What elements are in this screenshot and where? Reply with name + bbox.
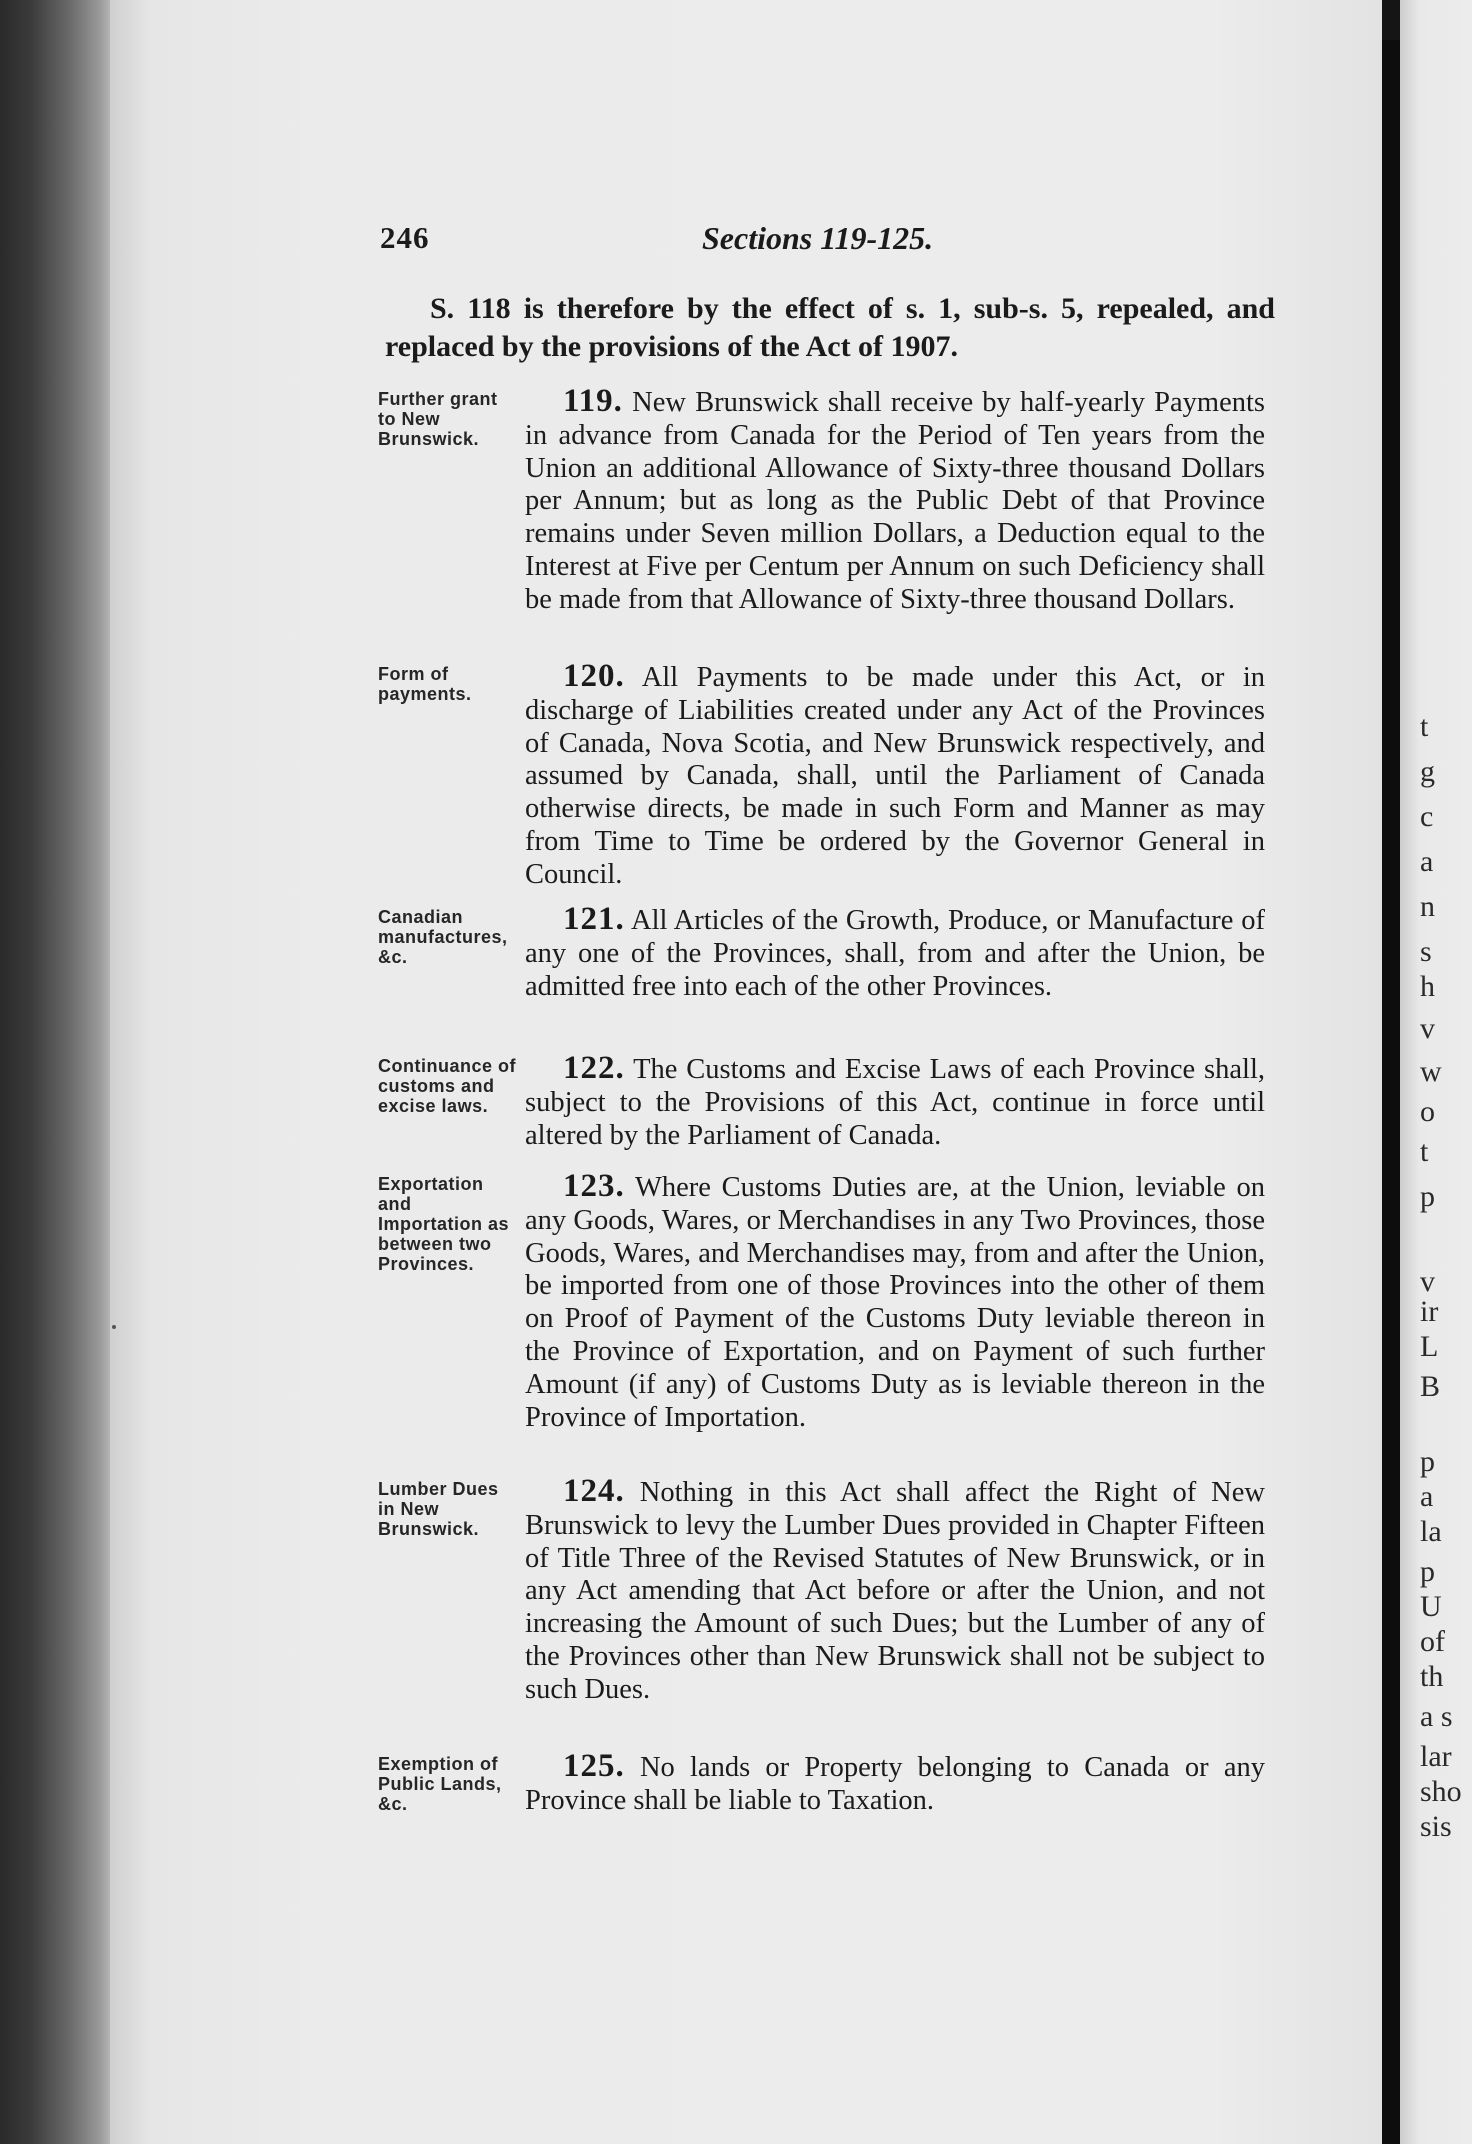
section-number: 119. — [563, 383, 623, 419]
adjacent-page-fragment: p — [1420, 1445, 1435, 1478]
section-body: All Payments to be made under this Act, or in discharge of Liabilities created under any Act of the Provinces of Canada, Nova Scotia, and New Brunswick respectively, and assumed by Canada, shall, until the Parliament of Canada otherwise directs, be made in such Form and Manner as may from Time to Time be ordered by the Governor General in Council. — [525, 662, 1265, 890]
section-number: 124. — [563, 1473, 625, 1509]
section-body: All Articles of the Growth, Produce, or Manufacture of any one of the Provinces, shall, from and after the Union, be admitted free into each of the other Provinces. — [525, 905, 1266, 1002]
adjacent-page-fragment: sis — [1420, 1810, 1452, 1843]
adjacent-page-fragment: a — [1420, 845, 1434, 878]
section-body: The Customs and Excise Laws of each Province shall, subject to the Provisions of this Act, continue in force until altered by the Parliament of Canada. — [525, 1054, 1265, 1151]
page-header — [380, 220, 980, 270]
section-body: Nothing in this Act shall affect the Right of New Brunswick to levy the Lumber Dues provided in Chapter Fifteen of Title Three of the Revised Statutes of New Brunswick, or in any Act amending that Act before or after the Union, and not increasing the Amount of such Dues; but the Lumber of any of the Provinces other than New Brunswick shall not be subject to such Dues. — [525, 1477, 1265, 1705]
section-text — [525, 1750, 1265, 1818]
adjacent-page-fragment: v — [1420, 1265, 1435, 1298]
adjacent-page-fragment: la — [1420, 1515, 1442, 1548]
margin-note: Lumber Dues in New Brunswick. — [378, 1479, 499, 1539]
adjacent-page-fragment: p — [1420, 1555, 1435, 1588]
section-number: 125. — [563, 1748, 625, 1784]
adjacent-page-fragment: a s — [1420, 1700, 1453, 1733]
adjacent-page-fragment: lar — [1420, 1740, 1452, 1773]
margin-note: Canadian manufactures, &c. — [378, 907, 508, 967]
adjacent-page-fragment: o — [1420, 1095, 1435, 1128]
adjacent-page-fragment: th — [1420, 1660, 1444, 1693]
adjacent-page-fragment: U — [1420, 1590, 1442, 1623]
margin-note: Exportation and Importation as between two Provinces. — [378, 1174, 510, 1274]
section-body: New Brunswick shall receive by half-yearly Payments in advance from Canada for the Period of Ten years from the Union an additional Allowance of Sixty-three thousand Dollars per Annum; but as long as the Public Debt of that Province remains under Seven million Dollars, a Deduction equal to the Interest at Five per Centum per Annum on such Deficiency shall be made from that Allowance of Sixty-three thousand Dollars. — [525, 387, 1266, 615]
adjacent-page-fragment: a — [1420, 1480, 1434, 1513]
adjacent-page-fragment: L — [1420, 1330, 1439, 1363]
adjacent-page-fragment: sho — [1420, 1775, 1462, 1808]
adjacent-page-fragment: w — [1420, 1055, 1442, 1088]
section-number: 121. — [563, 901, 625, 937]
adjacent-page-fragment: of — [1420, 1625, 1445, 1658]
margin-note: Continuance of customs and excise laws. — [378, 1056, 516, 1116]
margin-note: Exemption of Public Lands, &c. — [378, 1754, 502, 1814]
section-number: 120. — [563, 658, 625, 694]
adjacent-page-fragment: v — [1420, 1012, 1435, 1045]
section-body: No lands or Property belonging to Canada or any Province shall be liable to Taxation. — [525, 1752, 1266, 1816]
adjacent-page-fragment: ir — [1420, 1295, 1439, 1328]
section-number: 123. — [563, 1168, 625, 1204]
adjacent-page-fragment: t — [1420, 710, 1429, 743]
section-body: Where Customs Duties are, at the Union, leviable on any Goods, Wares, or Merchandises in any Two Provinces, those Goods, Wares, and Merchandises may, from and after the Union, be imported from one of those Provinces into the other of them on Proof of Payment of the Customs Duty leviable thereon in the Province of Exportation, and on Payment of such further Amount (if any) of Customs Duty as is leviable thereon in the Province of Importation. — [525, 1172, 1265, 1433]
intro-paragraph: S. 118 is therefore by the effect of s. 1, sub-s. 5, repealed, and replaced by the provisions of the Act of 1907. — [385, 292, 1275, 363]
section-text — [525, 385, 1265, 617]
running-head: Sections 119-125. — [702, 220, 934, 256]
section-text — [525, 1170, 1265, 1434]
adjacent-page-fragment: B — [1420, 1370, 1441, 1403]
adjacent-page-fragment: n — [1420, 890, 1435, 923]
adjacent-page-fragment: p — [1420, 1180, 1435, 1213]
section-number: 122. — [563, 1050, 625, 1086]
section-text — [525, 1475, 1265, 1707]
section-text — [525, 660, 1265, 892]
section-text — [525, 903, 1265, 1003]
adjacent-page-fragment: s — [1420, 935, 1432, 968]
page-number: 246 — [380, 220, 430, 255]
margin-note: Form of payments. — [378, 664, 472, 704]
adjacent-page-fragment: c — [1420, 800, 1434, 833]
adjacent-page-fragment: g — [1420, 755, 1435, 788]
adjacent-page-fragment: h — [1420, 970, 1435, 1003]
adjacent-page-fragment: t — [1420, 1135, 1429, 1168]
margin-note: Further grant to New Brunswick. — [378, 389, 498, 449]
section-text — [525, 1052, 1265, 1152]
